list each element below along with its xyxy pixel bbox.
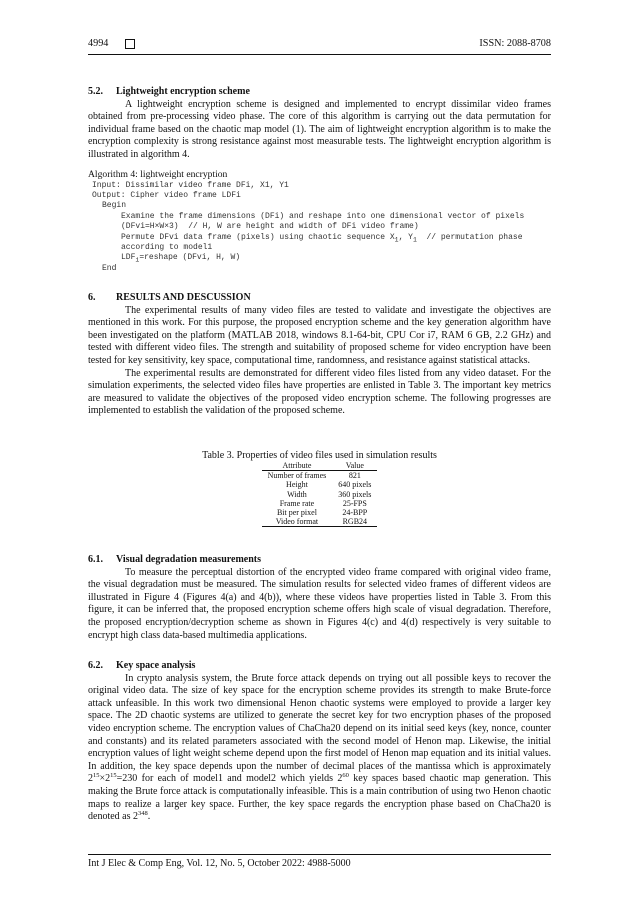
table-cell: 821 [348,471,361,481]
code-text: =reshape (DFvi, H, W) [139,253,241,263]
section-title: Key space analysis [116,660,196,671]
properties-table [262,461,378,527]
code-subscript: 1 [394,236,399,244]
page-header [88,38,551,52]
table-header-row [262,461,378,471]
footer-citation: Int J Elec & Comp Eng, Vol. 12, No. 5, October 2022: 4988-5000 [88,858,351,869]
table-cell: Height [286,480,308,490]
column-header: Value [332,461,377,471]
section-title: Visual degradation measurements [116,554,261,565]
code-text: Permute DFvi data frame (pixels) using chaotic sequence X [121,232,395,242]
section-number: 6.2. [88,660,103,671]
exponent: 60 [342,772,349,780]
algorithm-line: according to model1 [121,243,213,253]
paragraph [88,673,551,824]
paragraph-text: key spaces based chaotic map generation. This making the Brute force attack is computationally infeasible. This is a main contribution of using two Henon chaotic maps to realize a larger key space. Further, the key space regards the encryption phase based on ChaCha20 is denoted as 2 [88,773,552,823]
paragraph-text: =230 for each of model1 and model2 which yields 2 [116,773,343,785]
section-title: Lightweight encryption scheme [116,86,250,97]
square-icon [125,39,135,49]
paragraph: A lightweight encryption scheme is designed and implemented to encrypt dissimilar video frames obtained from pre-processing video phase. The core of this algorithm is carrying out the data permutation for individual frame based on the chaotic map model (1). The aim of lightweight encryption algorithm is to make the encryption complexity is strong resistance against most measurable tests. The lightweight encryption algorithm is illustrated in algorithm 4. [88,98,551,160]
page-number: 4994 [88,38,109,49]
paragraph-text: . [147,811,151,823]
section-title: RESULTS AND DESCUSSION [116,292,251,303]
table-caption: Table 3. Properties of video files used in simulation results [202,450,437,461]
exponent: 15 [93,772,100,780]
algorithm-input: Input: Dissimilar video frame DFi, X1, Y1 [92,180,289,190]
issn: ISSN: 2088-8708 [479,38,551,49]
algorithm-line: Examine the frame dimensions (DFi) and reshape into one dimensional vector of pixels [121,211,525,221]
table-row [262,480,378,489]
table-cell: 640 pixels [338,480,372,490]
code-subscript: i [135,257,140,265]
code-subscript: 1 [412,236,417,244]
table-cell: Bit per pixel [276,508,317,518]
table-cell: 360 pixels [338,489,372,499]
footer-rule [88,854,551,855]
section-number: 6. [88,292,96,303]
section-number: 6.1. [88,554,103,565]
section-number: 5.2. [88,86,103,97]
section-6 [88,292,551,418]
section-6-1 [88,554,551,642]
table-cell: Number of frames [267,471,327,481]
section-heading [88,660,551,673]
algorithm-end: End [102,263,117,273]
algorithm-line [88,253,551,263]
table-row [262,517,378,527]
exponent: 15 [110,772,117,780]
algorithm-block [88,169,551,274]
table-cell: Video format [262,517,333,527]
section-6-2 [88,660,551,824]
table-3 [88,450,551,527]
algorithm-begin: Begin [102,201,127,211]
column-header: Attribute [262,461,333,471]
section-heading [88,554,551,567]
code-text: , Y [398,232,413,242]
table-row [262,490,378,499]
code-comment: // permutation phase [416,232,523,242]
table-row [262,508,378,517]
table-cell: Frame rate [279,498,315,508]
table-cell: Width [287,489,307,499]
header-rule [88,54,551,55]
table-cell: 24-BPP [342,508,368,518]
paragraph-text: In crypto analysis system, the Brute force attack depends on trying out all possible keys to recover the original video data. The size of key space for the encryption scheme provides its strength to make Brute-force attack unfeasible. In this work two dimensional Henon chaotic systems were employed to provide a larger key space. The 2D chaotic systems are utilized to generate the secret key for two encryption phases of the proposed video encryption scheme. The encryption values of ChaCha20 depend on its initial seed keys (key, nonce, counter and constants) and its related parameters associated with the second model of Henon map. Likewise, the initial encryption values of light weight scheme depend upon the first model of Henon map equation and its initial values. In addition, the key space depends upon the number of decimal places of the mantissa which is approximately 2 [88,672,551,785]
paragraph-text: ×2 [99,773,111,785]
table-row [262,471,378,481]
table-cell: 25-FPS [342,498,367,508]
section-heading [88,86,551,99]
algorithm-title: Algorithm 4: lightweight encryption [88,169,228,180]
table-row [262,499,378,508]
paragraph: The experimental results are demonstrated for different video files listed from any video dataset. For the simulation experiments, the selected video files have properties are enlisted in Table 3. The important key metrics are measured to validate the objectives of the proposed video encryption scheme. The following progresses are implemented to establish the validation of the proposed scheme. [88,367,551,417]
algorithm-output: Output: Cipher video frame LDFi [92,191,241,200]
exponent: 348 [138,810,148,818]
table-cell: RGB24 [332,517,377,527]
section-heading [88,292,551,305]
section-5-2 [88,86,551,162]
paragraph: The experimental results of many video files are tested to validate and investigate the objectives are mentioned in this work. For this purpose, the proposed encryption scheme and the key generation algorithm have been investigated on the platform (MATLAB 2018, windows 8.1-64-bit, CPU Cor i7, RAM 6 GB, 2.2 GHz) and tested with different video files. The strength and suitability of proposed scheme for video encryption have been tested for key sensitivity, key space, computational time, randomness, and resistance against statistical attacks. [88,304,551,366]
paragraph: To measure the perceptual distortion of the encrypted video frame compared with original video frame, the visual degradation must be measured. The simulation results for selected video frames of different videos are illustrated in Figure 4 (Figures 4(a) and 4(b)), where these videos have properties listed in Table 3. From this figure, it can be inferred that, the proposed encryption scheme offers high scale of visual degradation. Therefore, the proposed encryption/decryption scheme as shown in Figures 4(c) and 4(d) respectively is very suitable to encrypt high class data-based multimedia applications. [88,566,551,641]
code-text: LDF [121,253,136,263]
algorithm-line [88,233,551,243]
algorithm-line: (DFvi=H×W×3) // H, W are height and width of DFi video frame) [121,222,419,232]
